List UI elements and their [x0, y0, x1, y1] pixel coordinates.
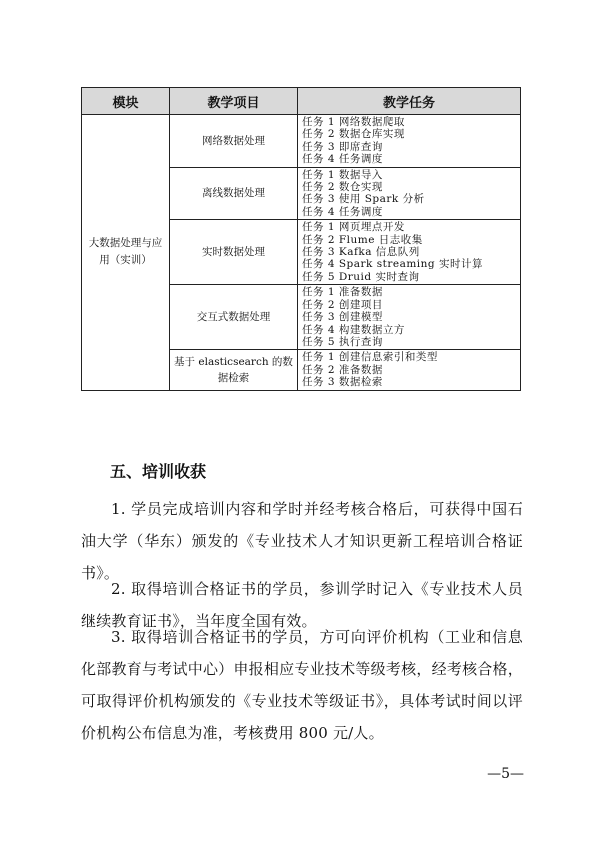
- header-tasks: 教学任务: [298, 88, 521, 115]
- task-item: 任务 2 数仓实现: [302, 181, 383, 194]
- task-item: 任务 2 Flume 日志收集: [302, 233, 423, 246]
- task-item: 任务 5 执行查询: [302, 335, 383, 348]
- section-heading: 五、培训收获: [110, 462, 207, 481]
- header-project: 教学项目: [170, 88, 298, 115]
- tasks-cell: [298, 167, 521, 220]
- curriculum-table: [81, 87, 521, 391]
- task-item: 任务 1 网络数据爬取: [302, 116, 405, 128]
- paragraph-skill-exam: 3. 取得培训合格证书的学员，方可向评价机构（工业和信息化部教育与考试中心）申报相应专业技术等级考核，经考核合格，可取得评价机构颁发的《专业技术等级证书》，具体考试时间以评价机构公布信息为准，考核费用 800 元/人。: [81, 628, 523, 742]
- project-cell: 交互式数据处理: [170, 285, 298, 350]
- table-header-row: [82, 88, 521, 115]
- tasks-cell: [298, 285, 521, 350]
- module-cell: 大数据处理与应用（实训）: [82, 115, 170, 391]
- project-cell: 基于 elasticsearch 的数据检索: [170, 350, 298, 390]
- task-item: 任务 4 构建数据立方: [302, 323, 405, 336]
- paragraph-certificate: 1. 学员完成培训内容和学时并经考核合格后，可获得中国石油大学（华东）颁发的《专业技术人才知识更新工程培训合格证书》。: [81, 500, 523, 582]
- task-item: 任务 2 准备数据: [302, 363, 383, 376]
- task-item: 任务 5 Druid 实时查询: [302, 270, 420, 283]
- task-item: 任务 3 创建模型: [302, 311, 383, 324]
- task-item: 任务 3 Kafka 信息队列: [302, 246, 420, 259]
- tasks-cell: [298, 350, 521, 390]
- task-item: 任务 3 使用 Spark 分析: [302, 193, 425, 206]
- project-cell: 实时数据处理: [170, 220, 298, 285]
- header-module: 模块: [82, 88, 170, 115]
- task-item: 任务 3 数据检索: [302, 376, 383, 389]
- task-item: 任务 1 数据导入: [302, 168, 383, 181]
- tasks-cell: [298, 115, 521, 168]
- page-number: —5—: [487, 766, 524, 782]
- task-item: 任务 2 数据仓库实现: [302, 128, 405, 141]
- tasks-cell: [298, 220, 521, 285]
- task-item: 任务 4 Spark streaming 实时计算: [302, 258, 483, 271]
- table-row: [82, 115, 521, 168]
- task-item: 任务 1 准备数据: [302, 286, 383, 299]
- task-item: 任务 1 创建信息索引和类型: [302, 351, 438, 364]
- project-cell: 网络数据处理: [170, 115, 298, 168]
- task-item: 任务 4 任务调度: [302, 205, 383, 218]
- task-item: 任务 4 任务调度: [302, 153, 383, 166]
- task-item: 任务 3 即席查询: [302, 140, 383, 153]
- paragraph-study-hours: 2. 取得培训合格证书的学员，参训学时记入《专业技术人员继续教育证书》，当年度全国有效。: [81, 580, 523, 630]
- task-item: 任务 1 网页埋点开发: [302, 221, 405, 234]
- task-item: 任务 2 创建项目: [302, 298, 383, 311]
- project-cell: 离线数据处理: [170, 167, 298, 220]
